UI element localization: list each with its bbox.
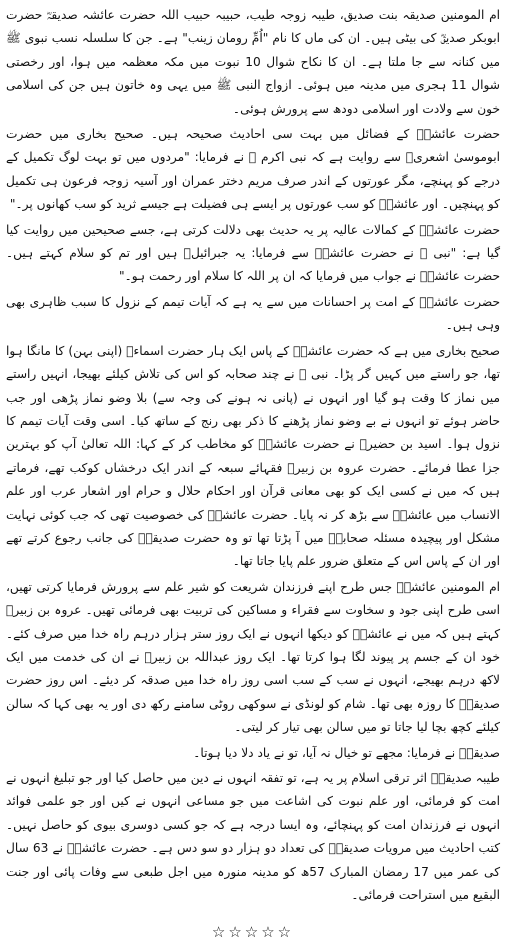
paragraph-jibril-salam: حضرت عائشہؓ کے کمالات عالیہ پر یہ حدیث بھی دلالت کرتی ہے، جسے صحیحین میں روایت کیا گیا ہے: "نبی ﷺ نے حضرت عائشہؓ سے فرمایا: یہ جبرائیلؑ ہیں اور تم کو سلام کہتے ہیں۔ حضرت عائشہؓ نے جواب میں فرمایا کہ ان پر اللہ کا سلام اور رحمت ہو۔" [6, 222, 500, 284]
footer-star-ornament: ☆☆☆☆☆ [211, 923, 295, 941]
paragraph-tayammum-intro: حضرت عائشہؓ کے امت پر احسانات میں سے یہ ہے کہ آیات تیمم کے نزول کا سبب ظاہری بھی وہی ہیں۔ [6, 294, 500, 333]
paragraph-intro: ام المومنین صدیقہ بنت صدیق، طیبہ زوجہ طیب، حبیبہ حبیب اللہ حضرت عائشہ صدیقہؓ حضرت ابوبکر صدیقؓ کی بیٹی ہیں۔ ان کی ماں کا نام "اُمِّ رومان زینب" ہے۔ جن کا سلسلہ نسب نبوی ﷺ میں کنانہ سے جا ملتا ہے۔ ان کا نکاح شوال 10 نبوت میں مکہ معظمہ میں ہوا، اور رخصتی شوال 11 ہجری میں مدینہ میں ہوئی۔ ازواج النبی ﷺ میں یہی وہ خاتون ہیں جن کی اسلامی خون سے ولادت اور اسلامی دودھ سے پرورش ہوئی۔ [6, 8, 501, 116]
paragraph-necklace-story: صحیح بخاری میں ہے کہ حضرت عائشہؓ کے پاس ایک ہار حضرت اسماءؓ (اپنی بہن) کا مانگا ہوا تھا، جو راستے میں کہیں گر پڑا۔ نبی ﷺ نے چند صحابہ کو اس کی تلاش کیلئے بھیجا، انہیں راستے میں نماز کا وقت ہو گیا اور انہوں نے (پانی نہ ہونے کی وجہ سے) بلا وضو نماز پڑھی اور جب حاضر ہوئے تو انہوں نے بے وضو نماز پڑھنے کا ذکر بھی رنج کے ساتھ کیا۔ اسی وقت آیات تیمم کا نزول ہوا۔ اسید بن حضیرؓ نے حضرت عائشہؓ کو مخاطب کر کے کہا: اللہ تعالیٰ آپ کو بہترین جزا عطا فرمائے۔ حضرت عروہ بن زبیرؓ فقہائے سبعہ کے اندر ایک درخشاں کوکب تھے، فرماتے ہیں کہ میں نے کسی ایک کو بھی معانی قرآن اور احکام حلال و حرام اور اشعار عرب اور علم الانساب میں عائشہؓ سے بڑھ کر نہ پایا۔ حضرت عائشہؓ کی خصوصیت تھی کہ جب کوئی نہایت مشکل اور پیچیدہ مسئلہ صحابہؓ میں آ پڑتا تھا تو وہ حضرت صدیقہؓ کی جانب رجوع کرتے تھے اور ان کے پاس اس کے متعلق ضرور علم پایا جاتا تھا۔ [6, 343, 500, 569]
paragraph-virtues: حضرت عائشہؓ کے فضائل میں بہت سی احادیث صحیحہ ہیں۔ صحیح بخاری میں حضرت ابوموسیٰ اشعریؓ سے روایت ہے کہ نبی اکرم ﷺ نے فرمایا: "مردوں میں تو بہت لوگ تکمیل کے درجے کو پہنچے، مگر عورتوں کے اندر صرف مریم دختر عمران اور آسیہ زوجہ فرعون ہی تکمیل کو پہنچیں۔ اور عائشہؓ کو سب عورتوں پر ایسے ہی فضیلت ہے جیسے ثرید کو سب کھانوں پر۔" [6, 127, 500, 212]
paragraph-reply: صدیقہؓ نے فرمایا: مجھے تو خیال نہ آیا، تو نے یاد دلا دیا ہوتا۔ [193, 745, 500, 760]
article-body [6, 4, 500, 907]
paragraph-generosity: ام المومنین عائشہؓ جس طرح اپنے فرزندان شریعت کو شیر علم سے پرورش فرمایا کرتی تھیں، اسی طرح اپنی جود و سخاوت سے فقراء و مساکین کی تربیت بھی فرمائی تھیں۔ عروہ بن زبیرؓ کہتے ہیں کہ میں نے عائشہؓ کو دیکھا انہوں نے ایک روز ستر ہزار درہم راہ خدا میں صرف کئے۔ خود ان کے جسم پر پیوند لگا ہوا کرتا تھا۔ ایک روز عبداللہ بن زبیرؓ نے ان کی خدمت میں ایک لاکھ درہم بھیجے، انہوں نے سب کے سب اسی روز راہ خدا میں صدقہ کر دیئے۔ اس روز حضرت صدیقہؓ کا روزہ بھی تھا۔ شام کو لونڈی نے سوکھی روٹی سامنے رکھ دی اور یہ بھی کہا کہ سالن کیلئے کچھ بچا لیا جاتا تو میں سالن بھی تیار کر لیتی۔ [6, 579, 500, 735]
paragraph-legacy: طیبہ صدیقہؓ اثر ترقی اسلام پر یہ ہے، تو تفقہ انہوں نے دین میں حاصل کیا اور جو تبلیغ انہوں نے امت کو فرمائی، اور علم نبوت کی اشاعت میں جو مساعی انہوں نے کیں اور جو علمی فوائد انہوں نے فرزندان امت کو پہنچائے، وہ ایسا درجہ ہے کہ جو کسی دوسری بیوی کو حاصل نہیں۔ کتب احادیث میں مرویات صدیقہؓ کی تعداد دو ہزار دو سو دس ہے۔ حضرت عائشہؓ نے 63 سال کی عمر میں 17 رمضان المبارک 57ھ کو مدینہ منورہ میں اجل طبعی سے وفات پائی اور جنت البقیع میں استراحت فرمائی۔ [6, 771, 500, 903]
